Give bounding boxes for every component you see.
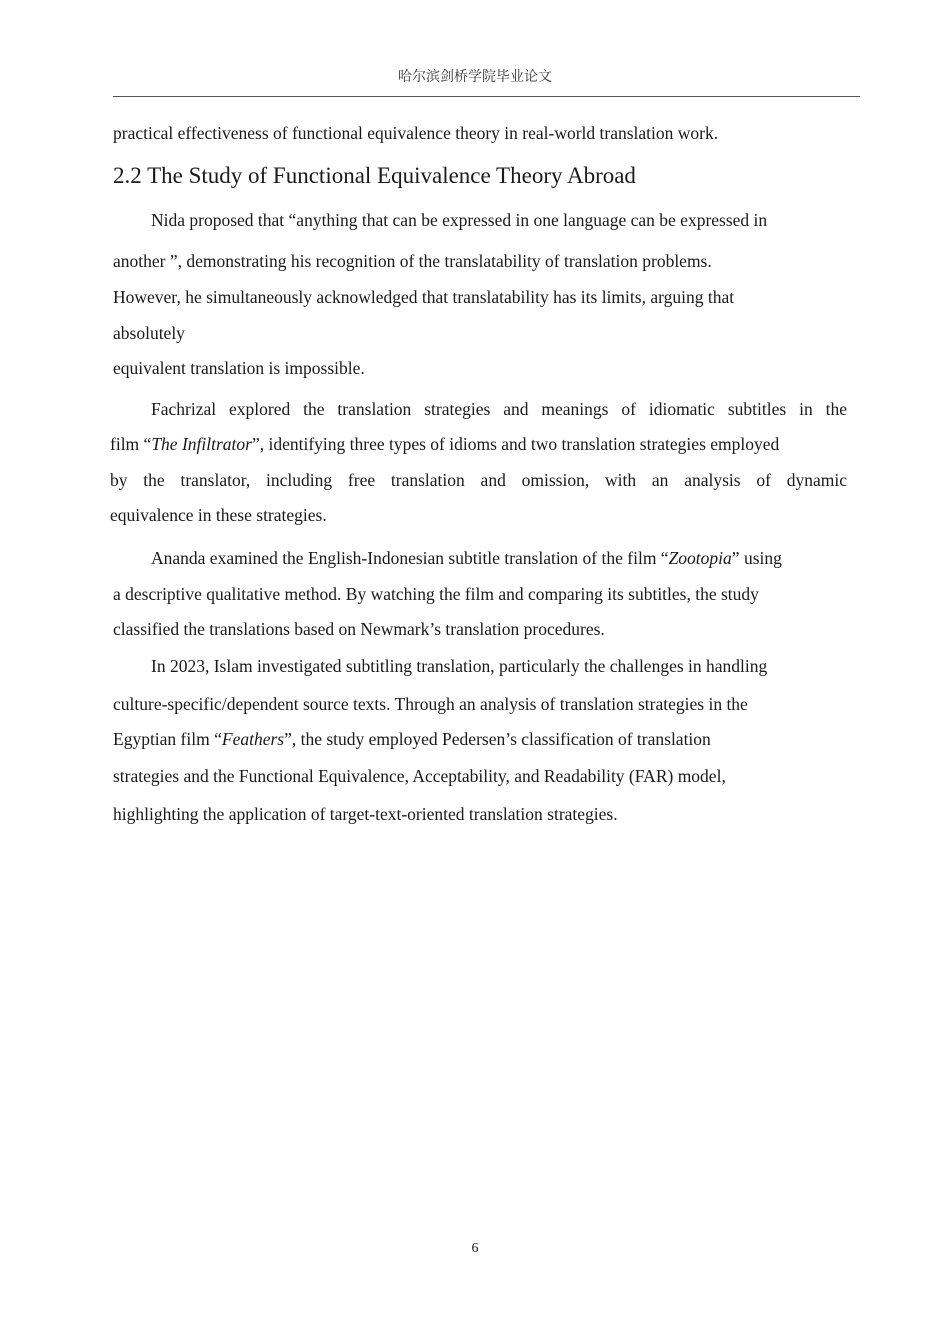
section-heading: 2.2 The Study of Functional Equivalence Theory Abroad xyxy=(113,163,636,188)
para2-line2 xyxy=(110,433,779,455)
para4-line3-c: ”, the study employed Pedersen’s classification of translation xyxy=(284,729,711,749)
para4-line4: strategies and the Functional Equivalence, Acceptability, and Readability (FAR) model, xyxy=(113,766,726,786)
header-rule xyxy=(113,96,860,97)
film-title-zootopia: Zootopia xyxy=(668,548,732,568)
para2-line2-a: film “ xyxy=(110,434,152,454)
para4-line2: culture-specific/dependent source texts. Through an analysis of translation strategies in the xyxy=(113,694,748,714)
para4-line3 xyxy=(113,728,711,750)
film-title-infiltrator: The Infiltrator xyxy=(151,434,252,454)
para3-line3: classified the translations based on Newmark’s translation procedures. xyxy=(113,619,605,639)
para3-line1-c: ” using xyxy=(731,548,782,568)
para3-line2: a descriptive qualitative method. By watching the film and comparing its subtitles, the study xyxy=(113,584,759,604)
film-title-feathers: Feathers xyxy=(221,729,285,749)
para4-line3-a: Egyptian film “ xyxy=(113,729,222,749)
para1-line4: absolutely xyxy=(113,323,185,343)
para4-line1: In 2023, Islam investigated subtitling translation, particularly the challenges in handling xyxy=(151,656,768,676)
para1-line5: equivalent translation is impossible. xyxy=(113,358,365,378)
para2-line3: by the translator, including free translation and omission, with an analysis of dynamic xyxy=(110,470,847,490)
para2-line2-c: ”, identifying three types of idioms and two translation strategies employed xyxy=(251,434,780,454)
continued-line: practical effectiveness of functional equivalence theory in real-world translation work. xyxy=(113,123,719,143)
page-number: 6 xyxy=(471,1241,479,1256)
running-header: 哈尔滨剑桥学院毕业论文 xyxy=(398,69,552,85)
para1-line3: However, he simultaneously acknowledged that translatability has its limits, arguing that xyxy=(113,287,735,307)
para2-line4: equivalence in these strategies. xyxy=(110,505,327,525)
para3-line1-a: Ananda examined the English-Indonesian subtitle translation of the film “ xyxy=(151,548,669,568)
para4-line5: highlighting the application of target-text-oriented translation strategies. xyxy=(113,804,618,824)
para2-line1: Fachrizal explored the translation strategies and meanings of idiomatic subtitles in the xyxy=(151,399,847,419)
para1-line1: Nida proposed that “anything that can be expressed in one language can be expressed in xyxy=(151,210,768,230)
para1-line2: another ”, demonstrating his recognition of the translatability of translation problems. xyxy=(113,251,712,271)
para3-line1 xyxy=(151,547,782,569)
